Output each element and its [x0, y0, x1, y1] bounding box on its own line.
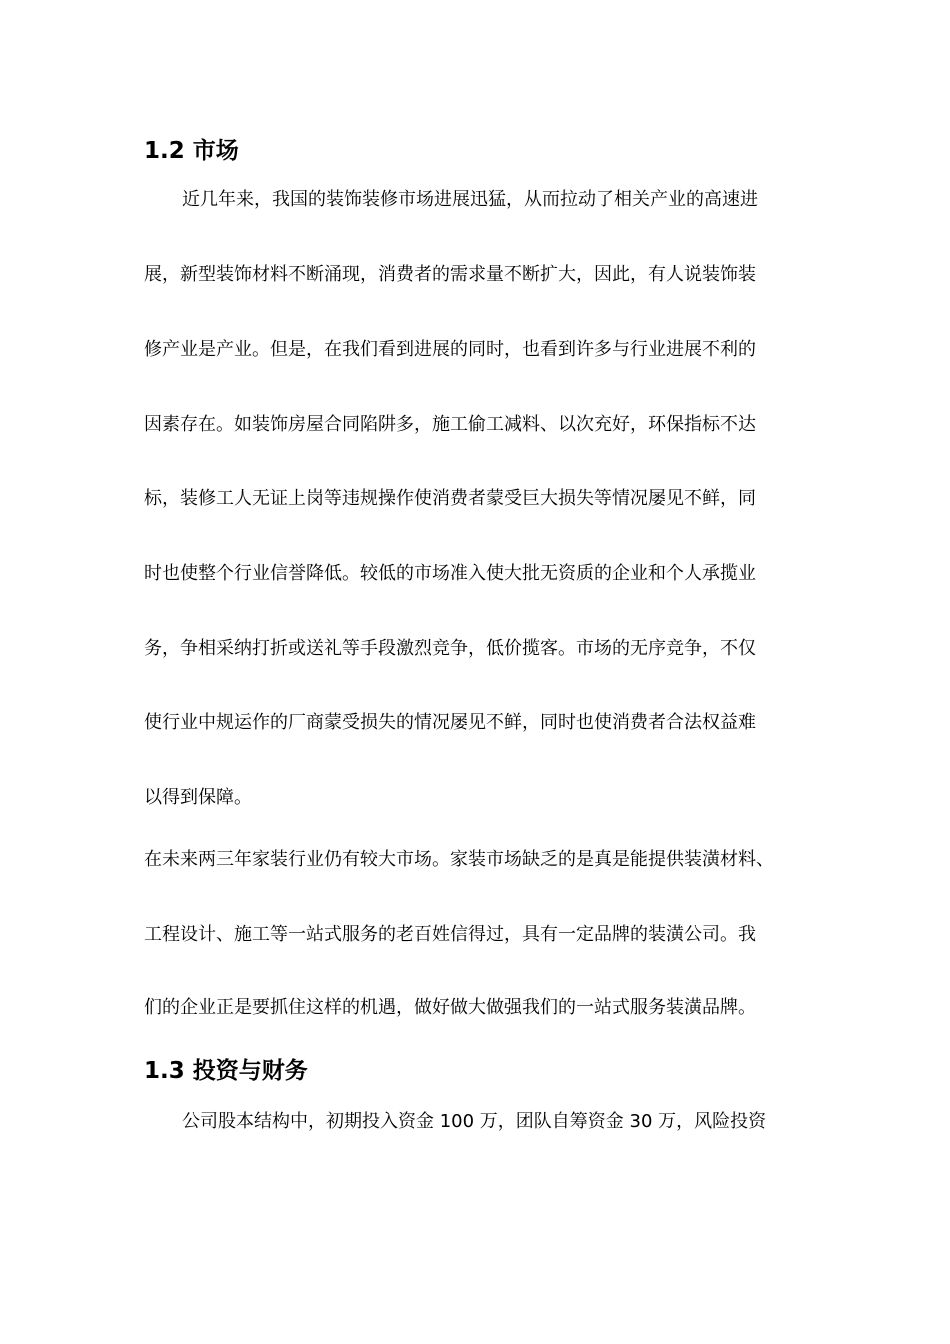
paragraph-line: 工程设计、施工等一站式服务的老百姓信得过，具有一定品牌的装潢公司。我	[144, 924, 756, 945]
section-heading-market: 1.2 市场	[144, 138, 239, 164]
paragraph-line: 近几年来，我国的装饰装修市场进展迅猛，从而拉动了相关产业的高速进	[182, 189, 758, 210]
paragraph-line: 展，新型装饰材料不断涌现，消费者的需求量不断扩大，因此，有人说装饰装	[144, 264, 756, 285]
paragraph-line: 使行业中规运作的厂商蒙受损失的情况屡见不鲜，同时也使消费者合法权益难	[144, 712, 756, 733]
section-heading-investment-finance: 1.3 投资与财务	[144, 1058, 308, 1084]
paragraph-line: 修产业是产业。但是，在我们看到进展的同时，也看到许多与行业进展不利的	[144, 339, 756, 360]
paragraph-line: 以得到保障。	[144, 787, 252, 808]
paragraph-line: 因素存在。如装饰房屋合同陷阱多，施工偷工减料、以次充好，环保指标不达	[144, 414, 756, 435]
paragraph-line: 公司股本结构中，初期投入资金 100 万，团队自筹资金 30 万，风险投资	[182, 1111, 767, 1132]
paragraph-line: 在未来两三年家装行业仍有较大市场。家装市场缺乏的是真是能提供装潢材料、	[144, 849, 774, 870]
paragraph-line: 务，争相采纳打折或送礼等手段激烈竞争，低价揽客。市场的无序竞争，不仅	[144, 638, 756, 659]
paragraph-line: 们的企业正是要抓住这样的机遇，做好做大做强我们的一站式服务装潢品牌。	[144, 997, 756, 1018]
paragraph-line: 标，装修工人无证上岗等违规操作使消费者蒙受巨大损失等情况屡见不鲜，同	[144, 488, 756, 509]
paragraph-line: 时也使整个行业信誉降低。较低的市场准入使大批无资质的企业和个人承揽业	[144, 563, 756, 584]
